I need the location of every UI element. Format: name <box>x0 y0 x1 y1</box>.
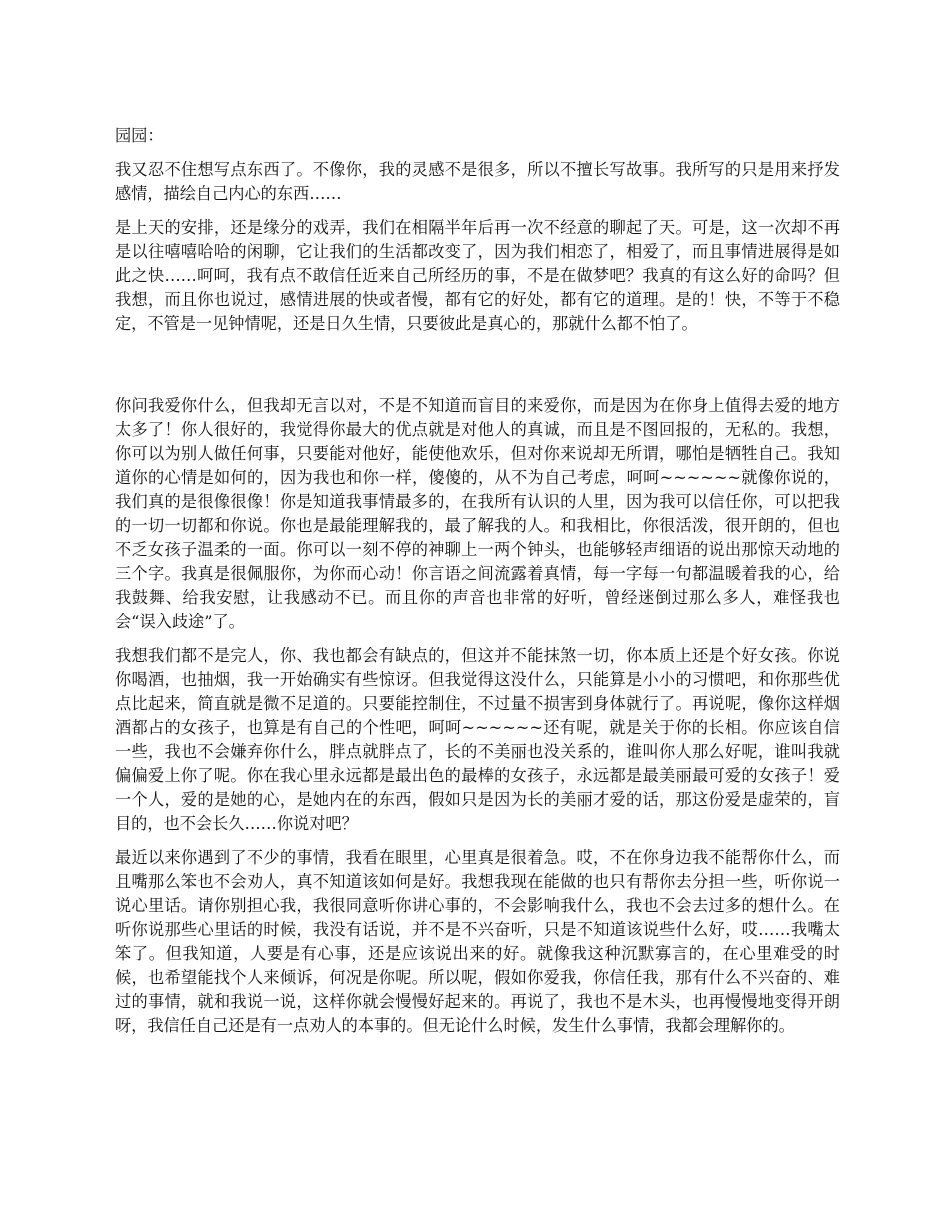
paragraph-gap <box>115 346 840 394</box>
paragraph-3: 你问我爱你什么，但我却无言以对，不是不知道而盲目的来爱你，而是因为在你身上值得去爱的地方太多了！你人很好的，我觉得你最大的优点就是对他人的真诚，而且是不图回报的，无私的。我想，你可以为别人做任何事，只要能对他好，能使他欢乐，但对你来说却无所谓，哪怕是牺牲自己。我知道你的心情是如何的，因为我也和你一样，傻傻的，从不为自己考虑，呵呵~~~~~~就像你说的，我们真的是很像很像！你是知道我事情最多的，在我所有认识的人里，因为我可以信任你，可以把我的一切一切都和你说。你也是最能理解我的，最了解我的人。和我相比，你很活泼，很开朗的，但也不乏女孩子温柔的一面。你可以一刻不停的神聊上一两个钟头，也能够轻声细语的说出那惊天动地的三个字。我真是很佩服你，为你而心动！你言语之间流露着真情，每一字每一句都温暖着我的心，给我鼓舞、给我安慰，让我感动不已。而且你的声音也非常的好听，曾经迷倒过那么多人，难怪我也会“误入歧途”了。 <box>115 396 840 631</box>
letter-body <box>115 124 840 1048</box>
letter-greeting: 园园： <box>115 126 164 145</box>
paragraph-2: 是上天的安排，还是缘分的戏弄，我们在相隔半年后再一次不经意的聊起了天。可是，这一次却不再是以往嘻嘻哈哈的闲聊，它让我们的生活都改变了，因为我们相恋了，相爱了，而且事情进展得是如此之快……呵呵，我有点不敢信任近来自己所经历的事，不是在做梦吧？我真的有这么好的命吗？但我想，而且你也说过，感情进展的快或者慢，都有它的好处，都有它的道理。是的！快，不等于不稳定，不管是一见钟情呢，还是日久生情，只要彼此是真心的，那就什么都不怕了。 <box>115 218 840 333</box>
paragraph-5: 最近以来你遇到了不少的事情，我看在眼里，心里真是很着急。哎，不在你身边我不能帮你什么，而且嘴那么笨也不会劝人，真不知道该如何是好。我想我现在能做的也只有帮你去分担一些，听你说一说心里话。请你别担心我，我很同意听你讲心事的，不会影响我什么，我也不会去过多的想什么。在听你说那些心里话的时候，我没有话说，并不是不兴奋听，只是不知道该说些什么好，哎……我嘴太笨了。但我知道，人要是有心事，还是应该说出来的好。就像我这种沉默寡言的，在心里难受的时候，也希望能找个人来倾诉，何况是你呢。所以呢，假如你爱我，你信任我，那有什么不兴奋的、难过的事情，就和我说一说，这样你就会慢慢好起来的。再说了，我也不是木头，也再慢慢地变得开朗呀，我信任自己还是有一点劝人的本事的。但无论什么时候，发生什么事情，我都会理解你的。 <box>115 848 840 1035</box>
paragraph-4: 我想我们都不是完人，你、我也都会有缺点的，但这并不能抹煞一切，你本质上还是个好女孩。你说你喝酒，也抽烟，我一开始确实有些惊讶。但我觉得这没什么，只能算是小小的习惯吧，和你那些优点比起来，简直就是微不足道的。只要能控制住，不过量不损害到身体就行了。再说呢，像你这样烟酒都占的女孩子，也算是有自己的个性吧，呵呵~~~~~~还有呢，就是关于你的长相。你应该自信一些，我也不会嫌弃你什么，胖点就胖点了，长的不美丽也没关系的，谁叫你人那么好呢，谁叫我就偏偏爱上你了呢。你在我心里永远都是最出色的最棒的女孩子，永远都是最美丽最可爱的女孩子！爱一个人，爱的是她的心，是她内在的东西，假如只是因为长的美丽才爱的话，那这份爱是虚荣的，盲目的，也不会长久……你说对吧？ <box>115 646 840 833</box>
paragraph-1: 我又忍不住想写点东西了。不像你，我的灵感不是很多，所以不擅长写故事。我所写的只是用来抒发感情，描绘自己内心的东西…… <box>115 160 840 203</box>
